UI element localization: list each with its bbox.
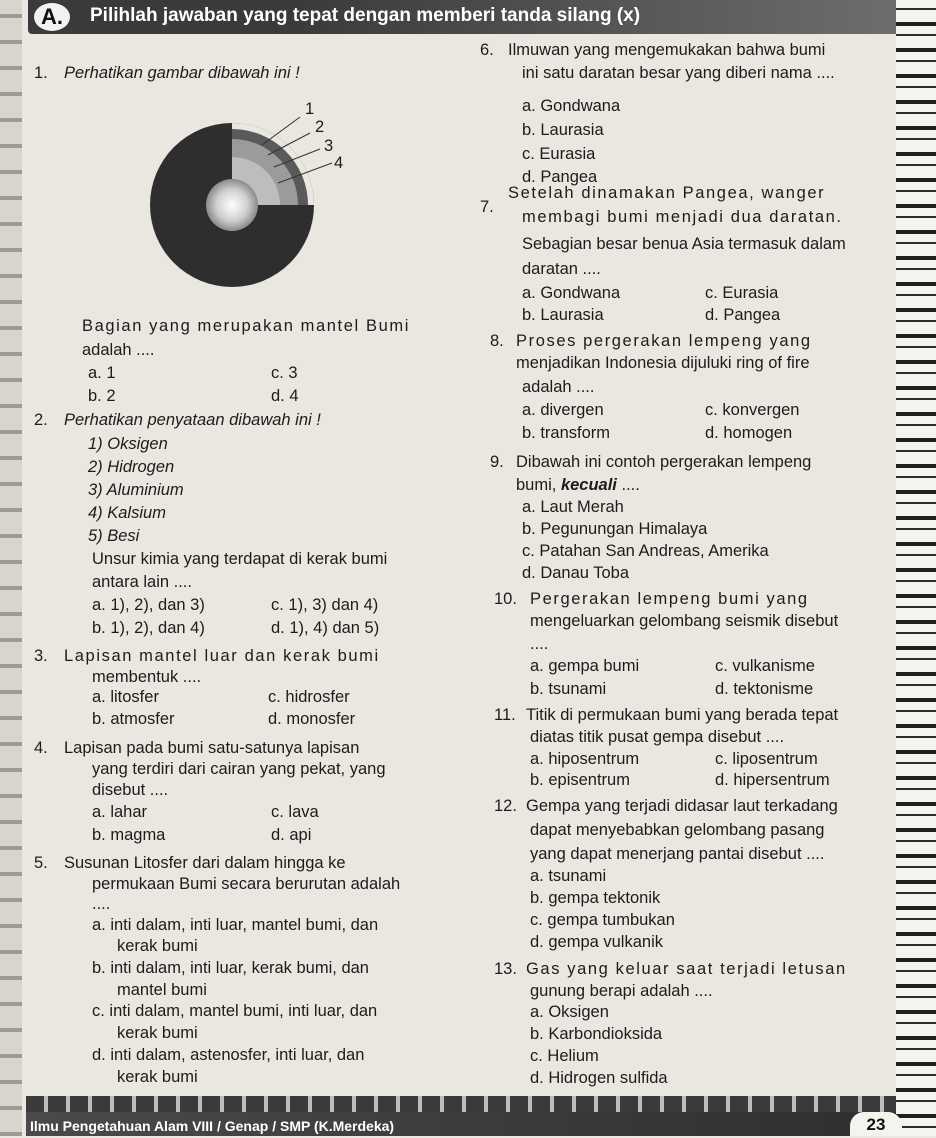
q4-stem-3: disebut .... <box>92 781 169 799</box>
q2-item-4: 4) Kalsium <box>88 504 166 522</box>
q4-stem-1: Lapisan pada bumi satu-satunya lapisan <box>64 739 360 757</box>
q8-option-b[interactable]: b. transform <box>522 424 611 442</box>
q13-option-a[interactable]: a. Oksigen <box>530 1003 609 1021</box>
q5-stem-3: .... <box>92 895 111 913</box>
q1-text: Perhatikan gambar dibawah ini ! <box>64 64 300 82</box>
q1-stem-2: adalah .... <box>82 341 155 359</box>
q8-option-c[interactable]: c. konvergen <box>705 401 800 419</box>
q9-option-a[interactable]: a. Laut Merah <box>522 498 624 516</box>
footer-divider <box>26 1096 896 1112</box>
q3-option-b[interactable]: b. atmosfer <box>92 710 175 728</box>
q12-option-a[interactable]: a. tsunami <box>530 867 607 885</box>
q3-option-c[interactable]: c. hidrosfer <box>268 688 350 706</box>
q1-option-d[interactable]: d. 4 <box>271 387 299 405</box>
page-edge-pattern <box>896 0 936 1136</box>
section-instruction: Pilihlah jawaban yang tepat dengan memberi tanda silang (x) <box>90 5 641 26</box>
q13-stem-2: gunung berapi adalah .... <box>530 982 713 1000</box>
q5-stem-2: permukaan Bumi secara berurutan adalah <box>92 875 401 893</box>
q7-stem-2: membagi bumi menjadi dua daratan. <box>522 208 843 226</box>
q9-number: 9. <box>490 453 504 471</box>
q2-item-3: 3) Aluminium <box>88 481 184 499</box>
q7-option-a[interactable]: a. Gondwana <box>522 284 621 302</box>
q9-option-b[interactable]: b. Pegunungan Himalaya <box>522 520 708 538</box>
q4-option-a[interactable]: a. lahar <box>92 803 148 821</box>
q5-number: 5. <box>34 854 48 872</box>
q3-stem-2: membentuk .... <box>92 668 202 686</box>
q5-option-d[interactable]: d. inti dalam, astenosfer, inti luar, dan <box>92 1046 365 1064</box>
q11-number: 11. <box>494 706 516 724</box>
earth-label-2: 2 <box>315 118 325 136</box>
q5-option-c[interactable]: c. inti dalam, mantel bumi, inti luar, dan <box>92 1002 378 1020</box>
q7-option-b[interactable]: b. Laurasia <box>522 306 604 324</box>
q2-item-5: 5) Besi <box>88 527 140 545</box>
section-header <box>28 0 896 34</box>
q2-option-a[interactable]: a. 1), 2), dan 3) <box>92 596 205 614</box>
binding-edge <box>0 0 22 1136</box>
q6-stem-1: Ilmuwan yang mengemukakan bahwa bumi <box>508 41 826 59</box>
q7-stem-3: Sebagian besar benua Asia termasuk dalam <box>522 235 846 253</box>
q2-stem-2: antara lain .... <box>92 573 192 591</box>
q6-option-a[interactable]: a. Gondwana <box>522 97 621 115</box>
q12-option-d[interactable]: d. gempa vulkanik <box>530 933 663 951</box>
q5-option-b[interactable]: b. inti dalam, inti luar, kerak bumi, dan <box>92 959 369 977</box>
earth-label-4: 4 <box>334 154 344 172</box>
q6-option-c[interactable]: c. Eurasia <box>522 145 596 163</box>
q11-option-a[interactable]: a. hiposentrum <box>530 750 640 768</box>
q4-option-d[interactable]: d. api <box>271 826 312 844</box>
q7-number: 7. <box>480 198 494 216</box>
q3-option-d[interactable]: d. monosfer <box>268 710 356 728</box>
q12-stem-2: dapat menyebabkan gelombang pasang <box>530 821 825 839</box>
q4-option-b[interactable]: b. magma <box>92 826 166 844</box>
q8-stem-3: adalah .... <box>522 378 595 396</box>
q1-stem-1: Bagian yang merupakan mantel Bumi <box>82 317 410 335</box>
q2-option-b[interactable]: b. 1), 2), dan 4) <box>92 619 205 637</box>
q10-option-a[interactable]: a. gempa bumi <box>530 657 640 675</box>
q9-stem-1: Dibawah ini contoh pergerakan lempeng <box>516 453 812 471</box>
q13-stem-1: Gas yang keluar saat terjadi letusan <box>526 960 847 978</box>
page-number: 23 <box>850 1112 902 1136</box>
q11-option-b[interactable]: b. episentrum <box>530 771 630 789</box>
q2-option-d[interactable]: d. 1), 4) dan 5) <box>271 619 380 637</box>
q6-option-d[interactable]: d. Pangea <box>522 168 598 186</box>
q6-number: 6. <box>480 41 494 59</box>
q4-number: 4. <box>34 739 48 757</box>
q9-option-d[interactable]: d. Danau Toba <box>522 564 630 582</box>
q1-option-c[interactable]: c. 3 <box>271 364 298 382</box>
q4-option-c[interactable]: c. lava <box>271 803 319 821</box>
q10-stem-2: mengeluarkan gelombang seismik disebut <box>530 612 839 630</box>
q7-stem-4: daratan .... <box>522 260 601 278</box>
q13-option-b[interactable]: b. Karbondioksida <box>530 1025 663 1043</box>
q6-stem-2: ini satu daratan besar yang diberi nama .... <box>522 64 835 82</box>
q10-option-b[interactable]: b. tsunami <box>530 680 607 698</box>
q11-stem-1: Titik di permukaan bumi yang berada tepat <box>526 706 839 724</box>
q11-option-c[interactable]: c. liposentrum <box>715 750 818 768</box>
q10-option-c[interactable]: c. vulkanisme <box>715 657 815 675</box>
q2-stem-1: Unsur kimia yang terdapat di kerak bumi <box>92 550 388 568</box>
q2-number: 2. <box>34 411 48 429</box>
q7-option-c[interactable]: c. Eurasia <box>705 284 779 302</box>
earth-label-1: 1 <box>305 100 315 118</box>
q10-stem-3: .... <box>530 635 549 653</box>
q12-stem-3: yang dapat menerjang pantai disebut .... <box>530 845 825 863</box>
q6-option-b[interactable]: b. Laurasia <box>522 121 604 139</box>
q5-option-a[interactable]: a. inti dalam, inti luar, mantel bumi, dan <box>92 916 379 934</box>
q3-stem-1: Lapisan mantel luar dan kerak bumi <box>64 647 380 665</box>
q2-item-2: 2) Hidrogen <box>88 458 175 476</box>
q3-number: 3. <box>34 647 48 665</box>
q11-option-d[interactable]: d. hipersentrum <box>715 771 830 789</box>
q1-number: 1. <box>34 64 48 82</box>
q1-option-a[interactable]: a. 1 <box>88 364 116 382</box>
q8-option-d[interactable]: d. homogen <box>705 424 793 442</box>
q13-option-d[interactable]: d. Hidrogen sulfida <box>530 1069 668 1087</box>
q10-stem-1: Pergerakan lempeng bumi yang <box>530 590 809 608</box>
q8-stem-1: Proses pergerakan lempeng yang <box>516 332 812 350</box>
q12-option-b[interactable]: b. gempa tektonik <box>530 889 661 907</box>
q10-number: 10. <box>494 590 517 608</box>
q9-option-c[interactable]: c. Patahan San Andreas, Amerika <box>522 542 769 560</box>
q10-option-d[interactable]: d. tektonisme <box>715 680 814 698</box>
q8-stem-2: menjadikan Indonesia dijuluki ring of fire <box>516 354 810 372</box>
section-letter: A. <box>34 3 70 31</box>
q5-stem-1: Susunan Litosfer dari dalam hingga ke <box>64 854 346 872</box>
q8-number: 8. <box>490 332 504 350</box>
q12-option-c[interactable]: c. gempa tumbukan <box>530 911 675 929</box>
q13-number: 13. <box>494 960 517 978</box>
q5-option-a-cont: kerak bumi <box>117 937 198 955</box>
q5-option-d-cont: kerak bumi <box>117 1068 198 1086</box>
q2-text: Perhatikan penyataan dibawah ini ! <box>64 411 321 429</box>
q9-stem-2: bumi, kecuali .... <box>516 476 640 494</box>
q13-option-c[interactable]: c. Helium <box>530 1047 599 1065</box>
q7-option-d[interactable]: d. Pangea <box>705 306 781 324</box>
q5-option-b-cont: mantel bumi <box>117 981 207 999</box>
q4-stem-2: yang terdiri dari cairan yang pekat, yang <box>92 760 386 778</box>
q7-stem-1: Setelah dinamakan Pangea, wanger <box>508 184 826 202</box>
earth-label-3: 3 <box>324 137 334 155</box>
q3-option-a[interactable]: a. litosfer <box>92 688 159 706</box>
book-title: Ilmu Pengetahuan Alam VIII / Genap / SMP (K.Merdeka) <box>30 1118 395 1134</box>
q2-item-1: 1) Oksigen <box>88 435 168 453</box>
q2-option-c[interactable]: c. 1), 3) dan 4) <box>271 596 379 614</box>
q8-option-a[interactable]: a. divergen <box>522 401 604 419</box>
q12-number: 12. <box>494 797 517 815</box>
q1-option-b[interactable]: b. 2 <box>88 387 116 405</box>
q11-stem-2: diatas titik pusat gempa disebut .... <box>530 728 785 746</box>
q12-stem-1: Gempa yang terjadi didasar laut terkadang <box>526 797 838 815</box>
q5-option-c-cont: kerak bumi <box>117 1024 198 1042</box>
